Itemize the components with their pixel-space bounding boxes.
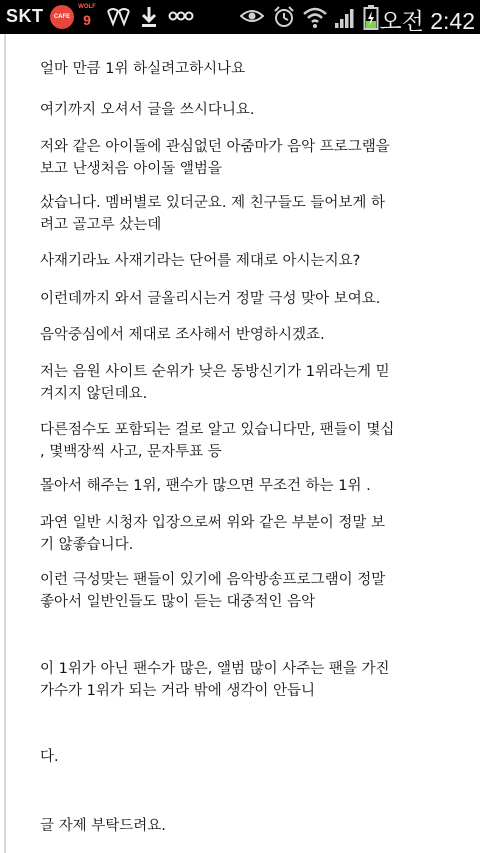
paragraph [40,746,460,768]
clock-time: 오전 2:42 [379,8,475,34]
text-line: 여기까지 오셔서 글을 쓰시다니요. [40,102,255,118]
dots-icon [168,8,194,29]
status-bar [0,0,480,34]
wolf-badge-count: 9 [83,12,91,28]
wolf-badge-icon [76,3,98,31]
signal-icon [334,7,356,34]
battery-charging-icon [363,4,379,35]
paragraph [40,192,460,236]
text-line: 저와 같은 아이돌에 관심없던 아줌마가 음악 프로그램을 [40,139,390,155]
text-line: 다른점수도 포함되는 걸로 알고 있습니다만, 팬들이 몇십 [40,422,395,438]
text-line: 과연 일반 시청자 입장으로써 위와 같은 부분이 정말 보 [40,515,386,531]
text-line: 겨지지 않던데요. [40,386,148,402]
text-line: 이런데까지 와서 글올리시는거 정말 극성 맞아 보여요. [40,291,381,307]
download-icon [140,5,158,34]
text-line: 글 자제 부탁드려요. [40,818,166,834]
text-line: , 몇백장씩 사고, 문자투표 등 [40,444,222,460]
text-line: 얼마 만큼 1위 하실려고하시나요 [40,61,246,77]
text-line: 가수가 1위가 되는 거라 밖에 생각이 안듭니 [40,683,315,699]
wolf-badge-label: WOLF [78,4,96,10]
text-line: 사재기라뇨 사재기라는 단어를 제대로 아시는지요? [40,253,361,269]
text-line: 저는 음원 사이트 순위가 낮은 동방신기가 1위라는게 믿 [40,364,390,380]
text-line: 이 1위가 아닌 팬수가 많은, 앨범 많이 사주는 팬을 가진 [40,661,390,677]
paragraph [40,419,460,463]
text-line: 려고 골고루 샀는데 [40,217,162,233]
text-line: 몰아서 해주는 1위, 팬수가 많으면 무조건 하는 1위 . [40,478,371,494]
text-line: 좋아서 일반인들도 많이 듣는 대중적인 음악 [40,594,316,610]
paragraph [40,361,460,405]
paragraph [40,250,460,272]
paragraph [40,569,460,613]
hearts-icon [106,6,132,33]
text-line: 기 않좋습니다. [40,537,134,553]
text-line: 음악중심에서 제대로 조사해서 반영하시겠죠. [40,327,325,343]
eye-icon [240,8,264,29]
text-line: 보고 난생처음 아이돌 앨범을 [40,161,222,177]
paragraph [40,475,460,497]
text-line: 이런 극성맞는 팬들이 있기에 음악방송프로그램이 정말 [40,572,386,588]
post-body [0,34,480,853]
text-line: 다. [40,749,59,765]
carrier-label: SKT [6,6,44,26]
paragraph [40,99,460,121]
paragraph [40,512,460,556]
paragraph [40,58,460,80]
paragraph [40,324,460,346]
alarm-icon [272,5,296,34]
cafe-icon: CAFE [50,5,74,29]
paragraph [40,815,460,837]
text-line: 샀습니다. 멤버별로 있더군요. 제 친구들도 들어보게 하 [40,195,386,211]
paragraph [40,658,460,702]
paragraph [40,136,460,180]
wifi-icon [302,5,328,34]
paragraph [40,288,460,310]
